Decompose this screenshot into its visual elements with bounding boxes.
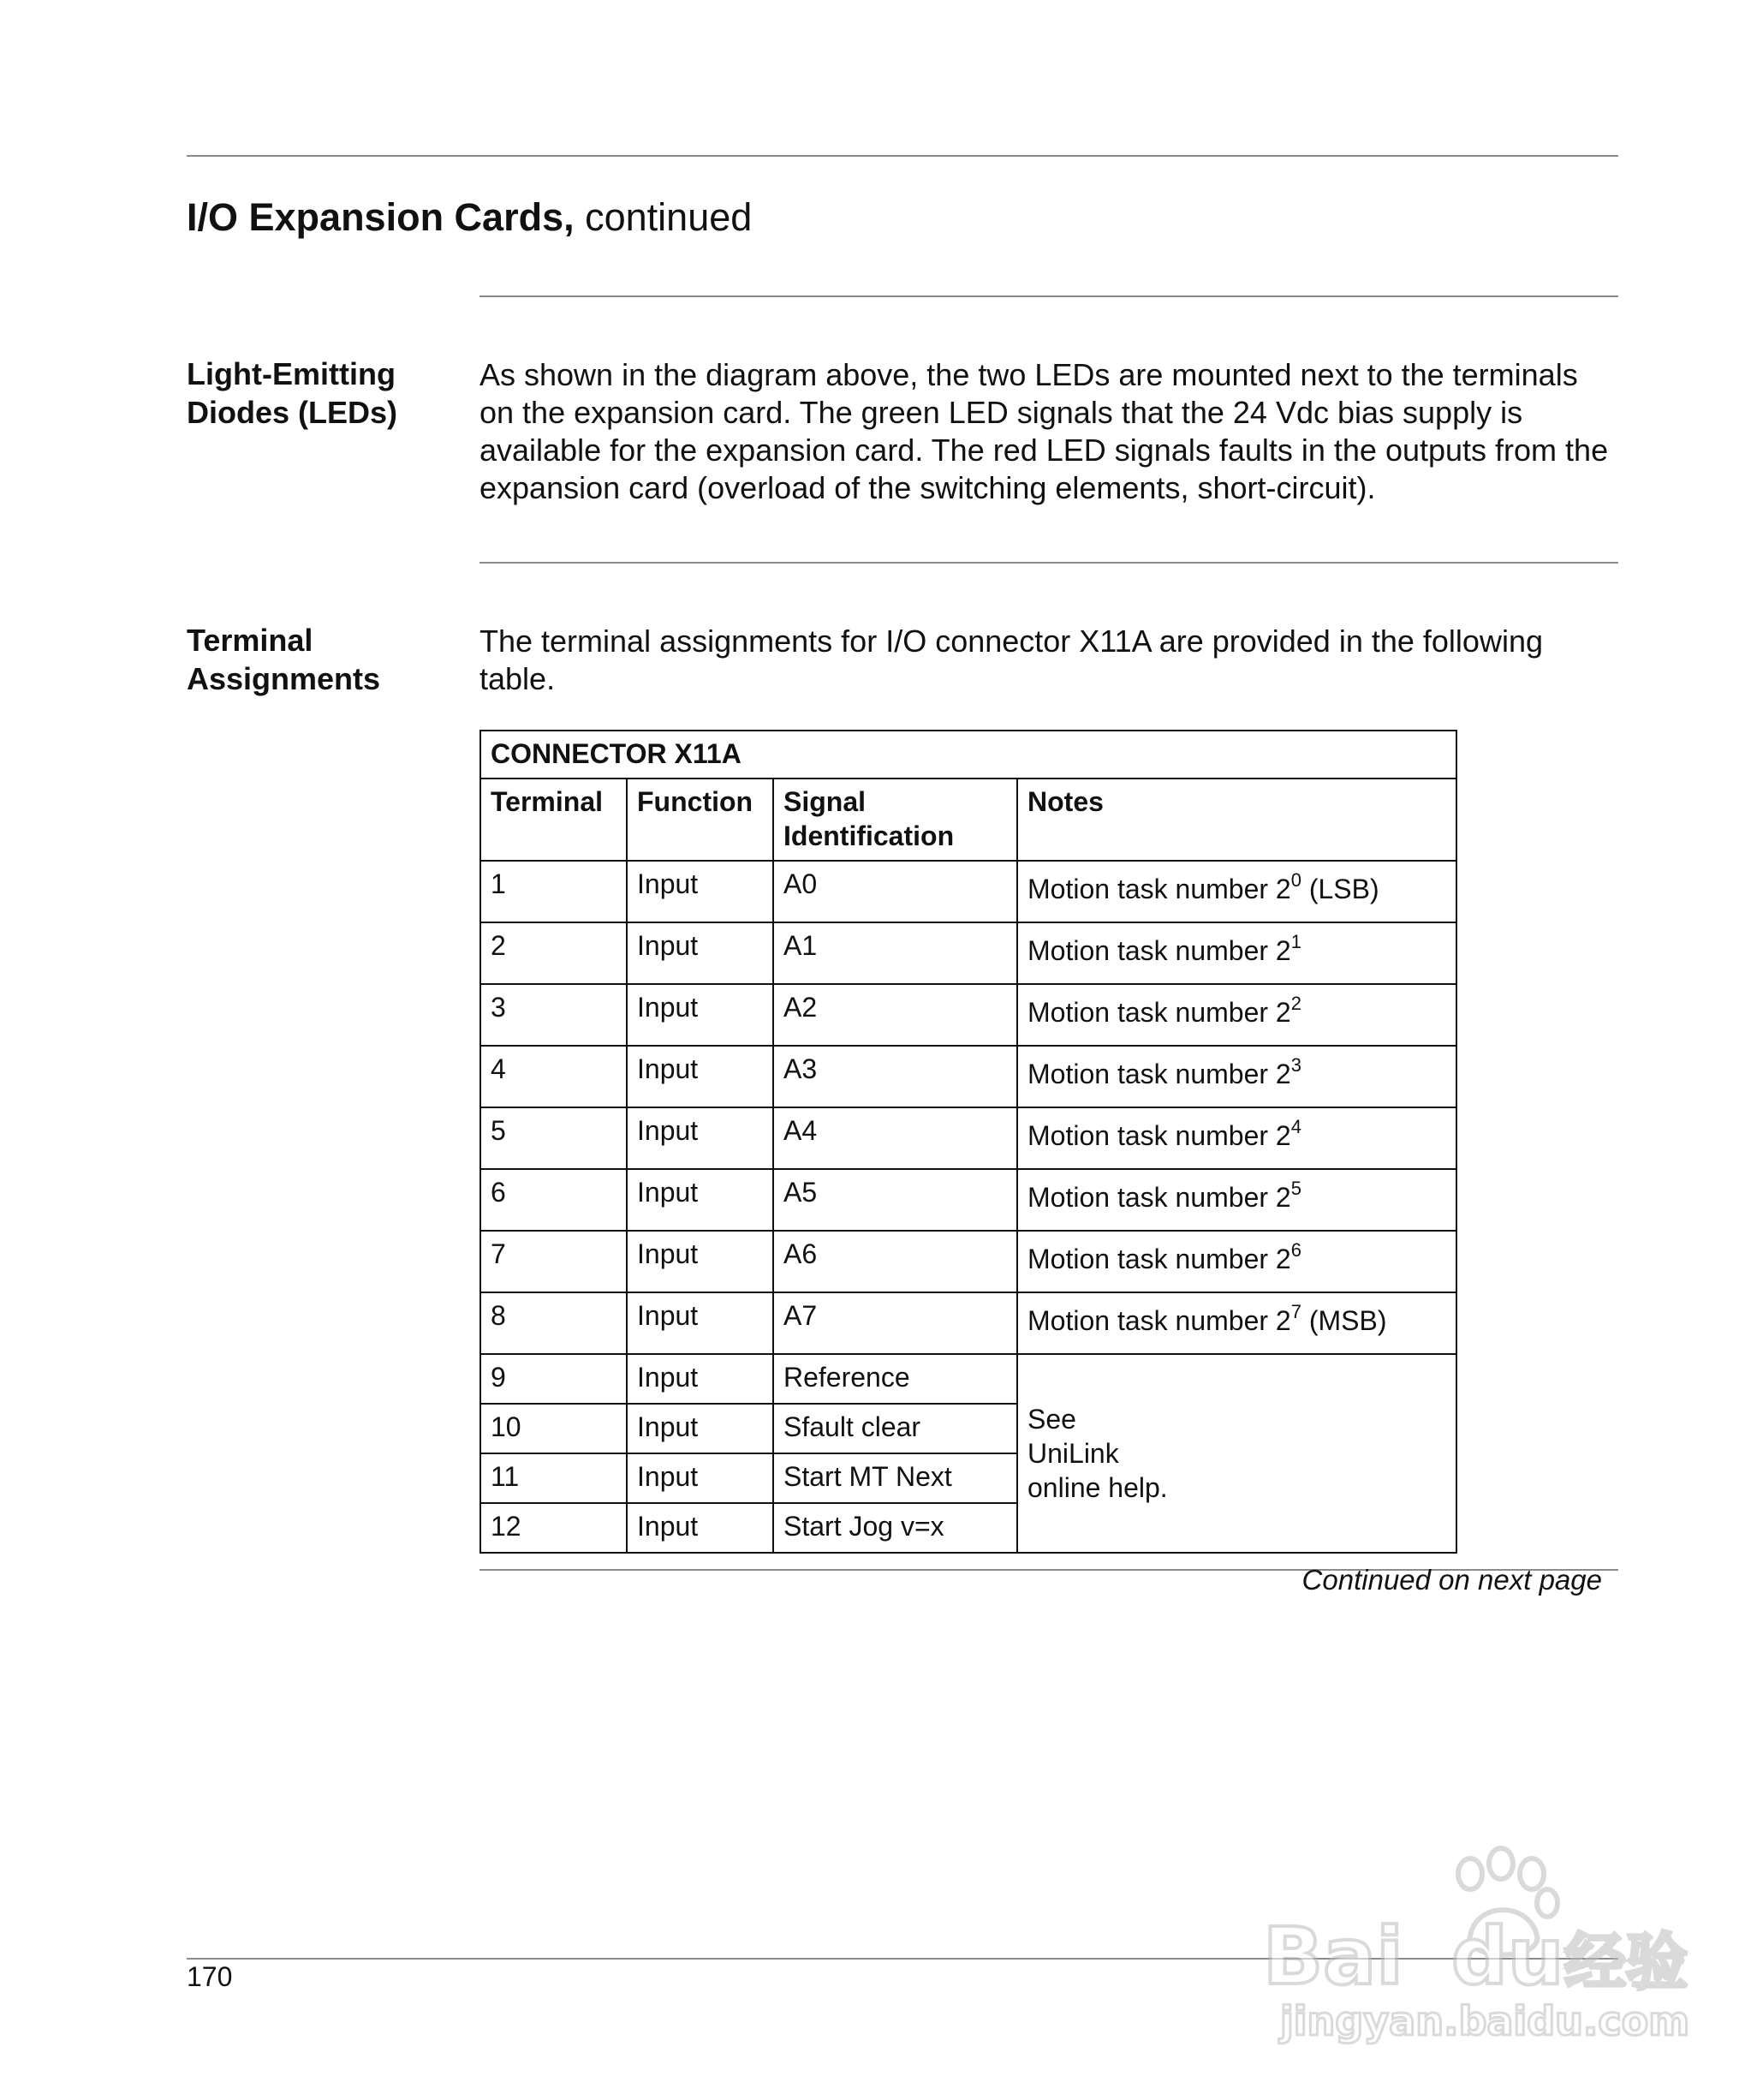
cell-terminal: 5 bbox=[480, 1107, 627, 1169]
cell-terminal: 8 bbox=[480, 1292, 627, 1354]
cell-terminal: 10 bbox=[480, 1404, 627, 1453]
cell-terminal: 3 bbox=[480, 984, 627, 1046]
table-row bbox=[480, 1046, 1456, 1107]
table-title: CONNECTOR X11A bbox=[480, 731, 1456, 779]
cell-function: Input bbox=[627, 1169, 773, 1231]
page-title-suffix: continued bbox=[574, 195, 753, 239]
cell-signal: Start Jog v=x bbox=[773, 1503, 1017, 1553]
page-title bbox=[187, 192, 752, 243]
table-row bbox=[480, 1231, 1456, 1292]
leds-heading-line1: Light-Emitting bbox=[187, 356, 396, 391]
note-exponent: 6 bbox=[1290, 1239, 1301, 1261]
header-signal bbox=[773, 779, 1017, 861]
header-signal-line1: Signal bbox=[783, 786, 867, 817]
cell-function: Input bbox=[627, 984, 773, 1046]
cell-signal: A7 bbox=[773, 1292, 1017, 1354]
note-text: Motion task number 2 bbox=[1027, 874, 1291, 904]
cell-note bbox=[1017, 1169, 1456, 1231]
cell-function: Input bbox=[627, 861, 773, 922]
note-text: Motion task number 2 bbox=[1027, 1182, 1291, 1213]
leds-heading-line2: Diodes (LEDs) bbox=[187, 395, 398, 430]
cell-signal: Reference bbox=[773, 1354, 1017, 1404]
cell-signal: A3 bbox=[773, 1046, 1017, 1107]
cell-note bbox=[1017, 861, 1456, 922]
note-exponent: 0 bbox=[1290, 869, 1301, 891]
top-rule bbox=[187, 155, 1618, 157]
terminals-heading-line1: Terminal bbox=[187, 623, 313, 658]
cell-signal: A0 bbox=[773, 861, 1017, 922]
cell-function: Input bbox=[627, 1404, 773, 1453]
terminals-heading-line2: Assignments bbox=[187, 661, 381, 696]
cell-note bbox=[1017, 1107, 1456, 1169]
cell-function: Input bbox=[627, 1046, 773, 1107]
grouped-note-line2: UniLink bbox=[1027, 1438, 1119, 1469]
table-row bbox=[480, 1354, 1456, 1404]
cell-function: Input bbox=[627, 1292, 773, 1354]
cell-signal: Sfault clear bbox=[773, 1404, 1017, 1453]
note-exponent: 1 bbox=[1290, 931, 1301, 952]
cell-signal: A2 bbox=[773, 984, 1017, 1046]
watermark-url: jingyan.baidu.com bbox=[1280, 1998, 1690, 2044]
terminals-heading bbox=[187, 621, 444, 698]
watermark-logo-text2: du bbox=[1451, 1911, 1564, 2002]
cell-signal: A5 bbox=[773, 1169, 1017, 1231]
cell-function: Input bbox=[627, 1231, 773, 1292]
cell-terminal: 2 bbox=[480, 922, 627, 984]
page-title-bold: I/O Expansion Cards, bbox=[187, 195, 575, 239]
cell-terminal: 7 bbox=[480, 1231, 627, 1292]
header-notes: Notes bbox=[1017, 779, 1456, 861]
continued-note: Continued on next page bbox=[1301, 1564, 1602, 1596]
cell-function: Input bbox=[627, 1107, 773, 1169]
page-number: 170 bbox=[187, 1961, 233, 1992]
note-exponent: 5 bbox=[1290, 1178, 1301, 1199]
table-row bbox=[480, 1169, 1456, 1231]
section-rule-leds bbox=[479, 295, 1618, 297]
cell-signal: A6 bbox=[773, 1231, 1017, 1292]
section-rule-terminals bbox=[479, 562, 1618, 564]
note-suffix: (LSB) bbox=[1301, 874, 1379, 904]
cell-note bbox=[1017, 984, 1456, 1046]
cell-signal: Start MT Next bbox=[773, 1453, 1017, 1503]
terminals-body: The terminal assignments for I/O connector X11A are provided in the following table. bbox=[479, 623, 1543, 696]
cell-note bbox=[1017, 1231, 1456, 1292]
cell-function: Input bbox=[627, 922, 773, 984]
note-text: Motion task number 2 bbox=[1027, 1120, 1291, 1151]
note-text: Motion task number 2 bbox=[1027, 1305, 1291, 1336]
table-row bbox=[480, 984, 1456, 1046]
note-text: Motion task number 2 bbox=[1027, 1244, 1291, 1274]
watermark-logo-text: Bai bbox=[1263, 1911, 1403, 2002]
watermark-logo-cn: 经验 bbox=[1564, 1926, 1689, 1998]
cell-terminal: 6 bbox=[480, 1169, 627, 1231]
cell-signal: A1 bbox=[773, 922, 1017, 984]
cell-terminal: 4 bbox=[480, 1046, 627, 1107]
note-exponent: 4 bbox=[1290, 1116, 1301, 1137]
note-suffix: (MSB) bbox=[1301, 1305, 1387, 1336]
header-signal-line2: Identification bbox=[783, 820, 955, 851]
connector-table bbox=[479, 730, 1457, 1554]
cell-signal: A4 bbox=[773, 1107, 1017, 1169]
table-row bbox=[480, 1107, 1456, 1169]
note-text: Motion task number 2 bbox=[1027, 1059, 1291, 1089]
table-row bbox=[480, 861, 1456, 922]
leds-heading bbox=[187, 355, 444, 432]
cell-terminal: 9 bbox=[480, 1354, 627, 1404]
header-function: Function bbox=[627, 779, 773, 861]
cell-note bbox=[1017, 1046, 1456, 1107]
note-text: Motion task number 2 bbox=[1027, 997, 1291, 1028]
cell-terminal: 12 bbox=[480, 1503, 627, 1553]
table-header-row bbox=[480, 779, 1456, 861]
note-exponent: 7 bbox=[1290, 1301, 1301, 1322]
cell-note bbox=[1017, 1292, 1456, 1354]
grouped-note-line3: online help. bbox=[1027, 1472, 1168, 1503]
table-row bbox=[480, 922, 1456, 984]
header-terminal: Terminal bbox=[480, 779, 627, 861]
cell-function: Input bbox=[627, 1503, 773, 1553]
leds-body: As shown in the diagram above, the two LEDs are mounted next to the terminals on the expansion card. The green LED signals that the 24 Vdc bias supply is available for the expansion card. The red LED signals faults in the outputs from the expansion card (overload of the switching elements, short-circuit). bbox=[479, 357, 1609, 505]
grouped-note-cell bbox=[1017, 1354, 1456, 1553]
cell-function: Input bbox=[627, 1354, 773, 1404]
note-exponent: 3 bbox=[1290, 1054, 1301, 1076]
cell-note bbox=[1017, 922, 1456, 984]
note-exponent: 2 bbox=[1290, 993, 1301, 1014]
table-title-row bbox=[480, 731, 1456, 779]
cell-terminal: 11 bbox=[480, 1453, 627, 1503]
cell-function: Input bbox=[627, 1453, 773, 1503]
table-row bbox=[480, 1292, 1456, 1354]
grouped-note-line1: See bbox=[1027, 1404, 1076, 1435]
cell-terminal: 1 bbox=[480, 861, 627, 922]
baidu-watermark bbox=[1246, 1833, 1691, 2055]
note-text: Motion task number 2 bbox=[1027, 935, 1291, 966]
